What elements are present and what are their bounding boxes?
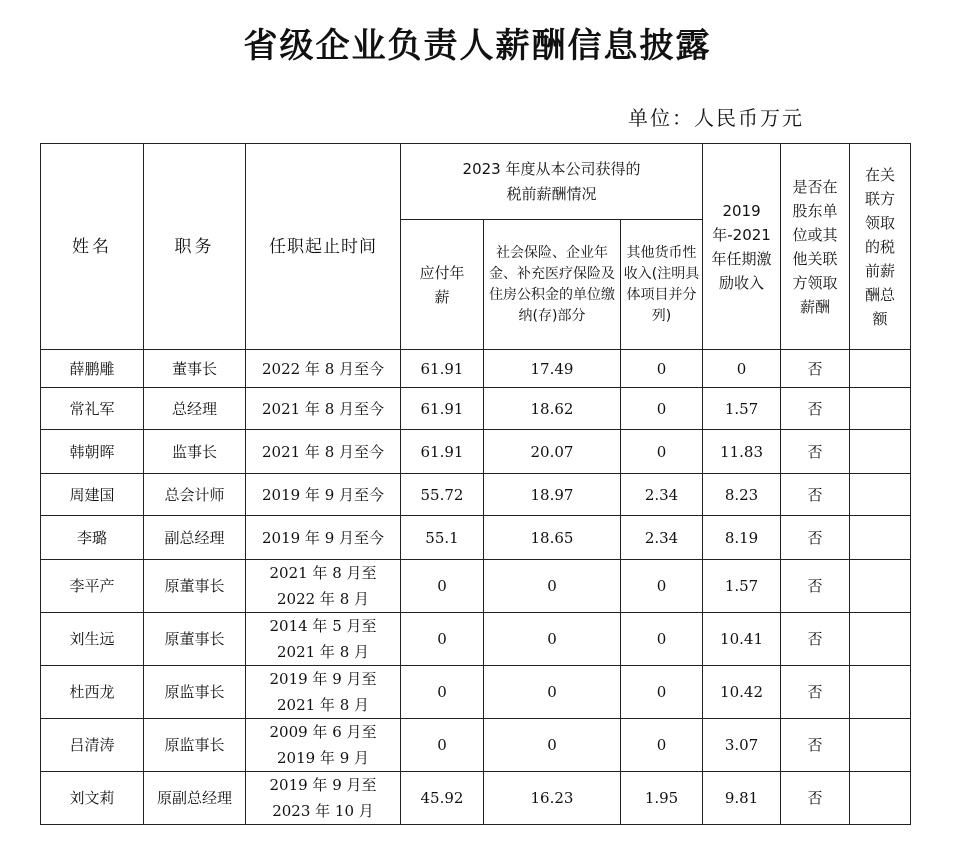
cell-incentive: 11.83: [703, 430, 781, 474]
cell-incentive: 8.19: [703, 516, 781, 560]
header-name: 姓名: [41, 144, 144, 350]
cell-incentive: 10.42: [703, 666, 781, 719]
cell-annual-salary: 55.1: [401, 516, 484, 560]
cell-tenure: 2009 年 6 月至 2019 年 9 月: [246, 719, 401, 772]
cell-name: 薛鹏雕: [41, 350, 144, 388]
cell-related-party: 否: [781, 666, 850, 719]
cell-name: 韩朝晖: [41, 430, 144, 474]
cell-name: 刘生远: [41, 613, 144, 666]
cell-related-total: [850, 474, 911, 516]
cell-other-income: 0: [621, 666, 703, 719]
cell-social-insurance: 0: [484, 666, 621, 719]
cell-position: 原董事长: [144, 613, 246, 666]
cell-tenure: 2019 年 9 月至 2021 年 8 月: [246, 666, 401, 719]
cell-tenure: 2019 年 9 月至 2023 年 10 月: [246, 772, 401, 825]
cell-related-total: [850, 516, 911, 560]
cell-name: 常礼军: [41, 388, 144, 430]
header-tenure: 任职起止时间: [246, 144, 401, 350]
table-row: [41, 719, 911, 772]
cell-related-total: [850, 560, 911, 613]
header-position: 职务: [144, 144, 246, 350]
cell-tenure: 2022 年 8 月至今: [246, 350, 401, 388]
cell-position: 总会计师: [144, 474, 246, 516]
cell-annual-salary: 61.91: [401, 388, 484, 430]
unit-label: 单位：人民币万元: [628, 106, 804, 130]
header-annual-salary: 应付年薪: [401, 220, 484, 350]
cell-other-income: 2.34: [621, 516, 703, 560]
cell-annual-salary: 0: [401, 560, 484, 613]
cell-social-insurance: 0: [484, 613, 621, 666]
cell-related-party: 否: [781, 350, 850, 388]
cell-annual-salary: 0: [401, 666, 484, 719]
table-row: [41, 560, 911, 613]
cell-name: 李璐: [41, 516, 144, 560]
cell-incentive: 1.57: [703, 388, 781, 430]
table-row: [41, 388, 911, 430]
cell-position: 总经理: [144, 388, 246, 430]
cell-other-income: 0: [621, 613, 703, 666]
cell-tenure: 2019 年 9 月至今: [246, 516, 401, 560]
cell-incentive: 0: [703, 350, 781, 388]
cell-related-party: 否: [781, 474, 850, 516]
header-related-total: 在关联方领取的税前薪酬总额: [850, 144, 911, 350]
cell-other-income: 0: [621, 430, 703, 474]
cell-related-party: 否: [781, 719, 850, 772]
page-title: 省级企业负责人薪酬信息披露: [243, 26, 712, 66]
cell-name: 李平产: [41, 560, 144, 613]
table-row: [41, 350, 911, 388]
cell-related-total: [850, 388, 911, 430]
cell-annual-salary: 0: [401, 719, 484, 772]
cell-related-party: 否: [781, 430, 850, 474]
cell-related-total: [850, 430, 911, 474]
header-social-insurance: 社会保险、企业年金、补充医疗保险及住房公积金的单位缴纳(存)部分: [484, 220, 621, 350]
table-row: [41, 666, 911, 719]
cell-incentive: 8.23: [703, 474, 781, 516]
cell-social-insurance: 18.62: [484, 388, 621, 430]
cell-related-party: 否: [781, 388, 850, 430]
cell-tenure: 2021 年 8 月至今: [246, 430, 401, 474]
header-2023-group: 2023 年度从本公司获得的税前薪酬情况: [401, 144, 703, 220]
cell-position: 副总经理: [144, 516, 246, 560]
cell-annual-salary: 0: [401, 613, 484, 666]
cell-incentive: 3.07: [703, 719, 781, 772]
cell-other-income: 0: [621, 719, 703, 772]
header-incentive: 2019 年-2021 年任期激励收入: [703, 144, 781, 350]
cell-related-total: [850, 350, 911, 388]
cell-related-total: [850, 613, 911, 666]
cell-annual-salary: 61.91: [401, 430, 484, 474]
cell-position: 原副总经理: [144, 772, 246, 825]
cell-related-party: 否: [781, 516, 850, 560]
cell-related-total: [850, 719, 911, 772]
header-related-party: 是否在股东单位或其他关联方领取薪酬: [781, 144, 850, 350]
cell-other-income: 1.95: [621, 772, 703, 825]
cell-related-total: [850, 772, 911, 825]
header-other-income: 其他货币性收入(注明具体项目并分列): [621, 220, 703, 350]
cell-social-insurance: 17.49: [484, 350, 621, 388]
cell-position: 监事长: [144, 430, 246, 474]
cell-incentive: 10.41: [703, 613, 781, 666]
cell-annual-salary: 45.92: [401, 772, 484, 825]
cell-social-insurance: 20.07: [484, 430, 621, 474]
table-row: [41, 474, 911, 516]
cell-related-total: [850, 666, 911, 719]
cell-tenure: 2021 年 8 月至今: [246, 388, 401, 430]
cell-other-income: 0: [621, 350, 703, 388]
cell-tenure: 2021 年 8 月至 2022 年 8 月: [246, 560, 401, 613]
cell-social-insurance: 18.97: [484, 474, 621, 516]
cell-name: 刘文莉: [41, 772, 144, 825]
table-row: [41, 516, 911, 560]
cell-name: 吕清涛: [41, 719, 144, 772]
cell-social-insurance: 16.23: [484, 772, 621, 825]
cell-position: 原董事长: [144, 560, 246, 613]
cell-position: 原监事长: [144, 719, 246, 772]
cell-annual-salary: 61.91: [401, 350, 484, 388]
cell-incentive: 1.57: [703, 560, 781, 613]
cell-other-income: 2.34: [621, 474, 703, 516]
cell-other-income: 0: [621, 560, 703, 613]
cell-tenure: 2019 年 9 月至今: [246, 474, 401, 516]
cell-related-party: 否: [781, 772, 850, 825]
salary-table: [40, 143, 911, 825]
table-row: [41, 613, 911, 666]
cell-position: 原监事长: [144, 666, 246, 719]
cell-other-income: 0: [621, 388, 703, 430]
cell-name: 周建国: [41, 474, 144, 516]
cell-incentive: 9.81: [703, 772, 781, 825]
cell-name: 杜西龙: [41, 666, 144, 719]
cell-social-insurance: 0: [484, 719, 621, 772]
cell-social-insurance: 0: [484, 560, 621, 613]
cell-tenure: 2014 年 5 月至 2021 年 8 月: [246, 613, 401, 666]
cell-related-party: 否: [781, 613, 850, 666]
cell-position: 董事长: [144, 350, 246, 388]
cell-social-insurance: 18.65: [484, 516, 621, 560]
table-row: [41, 772, 911, 825]
cell-annual-salary: 55.72: [401, 474, 484, 516]
cell-related-party: 否: [781, 560, 850, 613]
table-row: [41, 430, 911, 474]
